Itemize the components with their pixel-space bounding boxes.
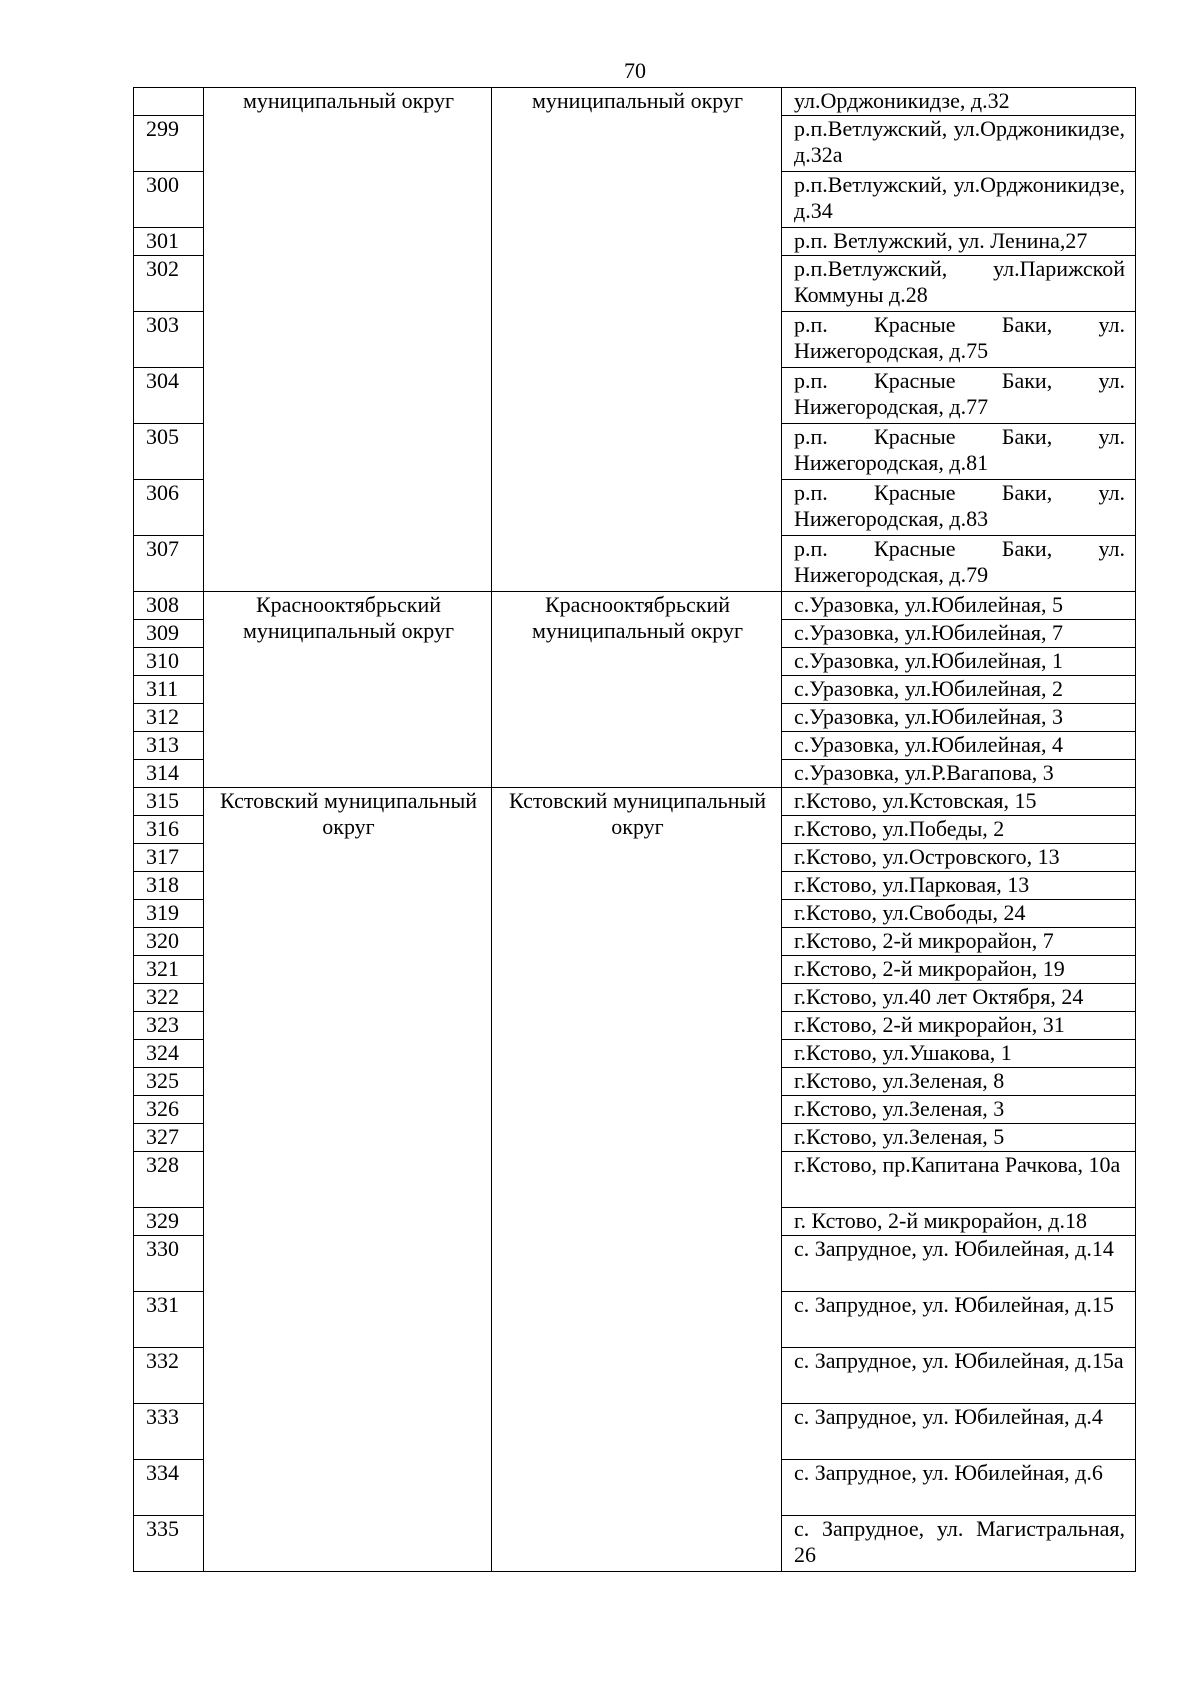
row-number: 334	[134, 1460, 204, 1516]
address-cell: г.Кстово, ул.Кстовская, 15	[782, 788, 1136, 816]
address-cell: г.Кстово, 2-й микрорайон, 31	[782, 1012, 1136, 1040]
row-number: 335	[134, 1516, 204, 1572]
table-row	[134, 88, 1136, 116]
address-cell: р.п. Красные Баки, ул. Нижегородская, д.75	[782, 312, 1136, 368]
row-number	[134, 88, 204, 116]
row-number: 300	[134, 172, 204, 228]
address-cell: р.п. Красные Баки, ул. Нижегородская, д.77	[782, 368, 1136, 424]
address-cell: г.Кстово, ул.Зеленая, 8	[782, 1068, 1136, 1096]
row-number: 328	[134, 1152, 204, 1208]
address-cell: г.Кстово, ул.Парковая, 13	[782, 872, 1136, 900]
organization-cell: муниципальный округ	[492, 88, 782, 592]
row-number: 305	[134, 424, 204, 480]
address-cell: р.п.Ветлужский, ул.Орджоникидзе, д.34	[782, 172, 1136, 228]
address-cell: с.Уразовка, ул.Юбилейная, 5	[782, 592, 1136, 620]
address-cell: ул.Орджоникидзе, д.32	[782, 88, 1136, 116]
row-number: 307	[134, 536, 204, 592]
address-cell: г.Кстово, ул.Островского, 13	[782, 844, 1136, 872]
row-number: 333	[134, 1404, 204, 1460]
address-cell: с.Уразовка, ул.Юбилейная, 7	[782, 620, 1136, 648]
address-cell: с. Запрудное, ул. Магистральная, 26	[782, 1516, 1136, 1572]
row-number: 327	[134, 1124, 204, 1152]
row-number: 313	[134, 732, 204, 760]
address-cell: с. Запрудное, ул. Юбилейная, д.4	[782, 1404, 1136, 1460]
address-cell: р.п.Ветлужский, ул.Парижской Коммуны д.28	[782, 256, 1136, 312]
address-cell: с. Запрудное, ул. Юбилейная, д.6	[782, 1460, 1136, 1516]
address-cell: с. Запрудное, ул. Юбилейная, д.14	[782, 1236, 1136, 1292]
row-number: 308	[134, 592, 204, 620]
page-number: 70	[624, 58, 646, 83]
district-cell: Кстовский муниципальный округ	[204, 788, 492, 1572]
address-cell: г.Кстово, ул.Зеленая, 5	[782, 1124, 1136, 1152]
row-number: 304	[134, 368, 204, 424]
organization-cell: Краснооктябрьский муниципальный округ	[492, 592, 782, 788]
address-cell: с.Уразовка, ул.Юбилейная, 2	[782, 676, 1136, 704]
row-number: 325	[134, 1068, 204, 1096]
row-number: 321	[134, 956, 204, 984]
table-row	[134, 788, 1136, 816]
row-number: 331	[134, 1292, 204, 1348]
row-number: 303	[134, 312, 204, 368]
address-cell: г.Кстово, ул.Свободы, 24	[782, 900, 1136, 928]
row-number: 301	[134, 228, 204, 256]
address-cell: с.Уразовка, ул.Р.Вагапова, 3	[782, 760, 1136, 788]
row-number: 312	[134, 704, 204, 732]
address-cell: с. Запрудное, ул. Юбилейная, д.15	[782, 1292, 1136, 1348]
address-cell: г.Кстово, ул.Ушакова, 1	[782, 1040, 1136, 1068]
polling-stations-table	[133, 87, 1136, 1572]
row-number: 314	[134, 760, 204, 788]
row-number: 316	[134, 816, 204, 844]
row-number: 309	[134, 620, 204, 648]
row-number: 299	[134, 116, 204, 172]
address-cell: с. Запрудное, ул. Юбилейная, д.15а	[782, 1348, 1136, 1404]
address-cell: г.Кстово, 2-й микрорайон, 7	[782, 928, 1136, 956]
row-number: 322	[134, 984, 204, 1012]
district-cell: Краснооктябрьский муниципальный округ	[204, 592, 492, 788]
address-cell: г.Кстово, ул.Победы, 2	[782, 816, 1136, 844]
row-number: 311	[134, 676, 204, 704]
organization-cell: Кстовский муниципальный округ	[492, 788, 782, 1572]
row-number: 318	[134, 872, 204, 900]
row-number: 302	[134, 256, 204, 312]
address-cell: с.Уразовка, ул.Юбилейная, 4	[782, 732, 1136, 760]
row-number: 326	[134, 1096, 204, 1124]
row-number: 320	[134, 928, 204, 956]
address-cell: г. Кстово, 2-й микрорайон, д.18	[782, 1208, 1136, 1236]
address-cell: г.Кстово, ул.40 лет Октября, 24	[782, 984, 1136, 1012]
address-cell: г.Кстово, пр.Капитана Рачкова, 10а	[782, 1152, 1136, 1208]
address-cell: р.п. Красные Баки, ул. Нижегородская, д.79	[782, 536, 1136, 592]
row-number: 317	[134, 844, 204, 872]
address-cell: р.п. Ветлужский, ул. Ленина,27	[782, 228, 1136, 256]
address-cell: с.Уразовка, ул.Юбилейная, 3	[782, 704, 1136, 732]
address-cell: с.Уразовка, ул.Юбилейная, 1	[782, 648, 1136, 676]
row-number: 306	[134, 480, 204, 536]
row-number: 330	[134, 1236, 204, 1292]
table-row	[134, 592, 1136, 620]
row-number: 319	[134, 900, 204, 928]
row-number: 329	[134, 1208, 204, 1236]
row-number: 324	[134, 1040, 204, 1068]
address-cell: г.Кстово, ул.Зеленая, 3	[782, 1096, 1136, 1124]
row-number: 310	[134, 648, 204, 676]
address-cell: г.Кстово, 2-й микрорайон, 19	[782, 956, 1136, 984]
row-number: 332	[134, 1348, 204, 1404]
address-cell: р.п. Красные Баки, ул. Нижегородская, д.83	[782, 480, 1136, 536]
district-cell: муниципальный округ	[204, 88, 492, 592]
address-cell: р.п.Ветлужский, ул.Орджоникидзе, д.32а	[782, 116, 1136, 172]
row-number: 315	[134, 788, 204, 816]
row-number: 323	[134, 1012, 204, 1040]
address-cell: р.п. Красные Баки, ул. Нижегородская, д.81	[782, 424, 1136, 480]
